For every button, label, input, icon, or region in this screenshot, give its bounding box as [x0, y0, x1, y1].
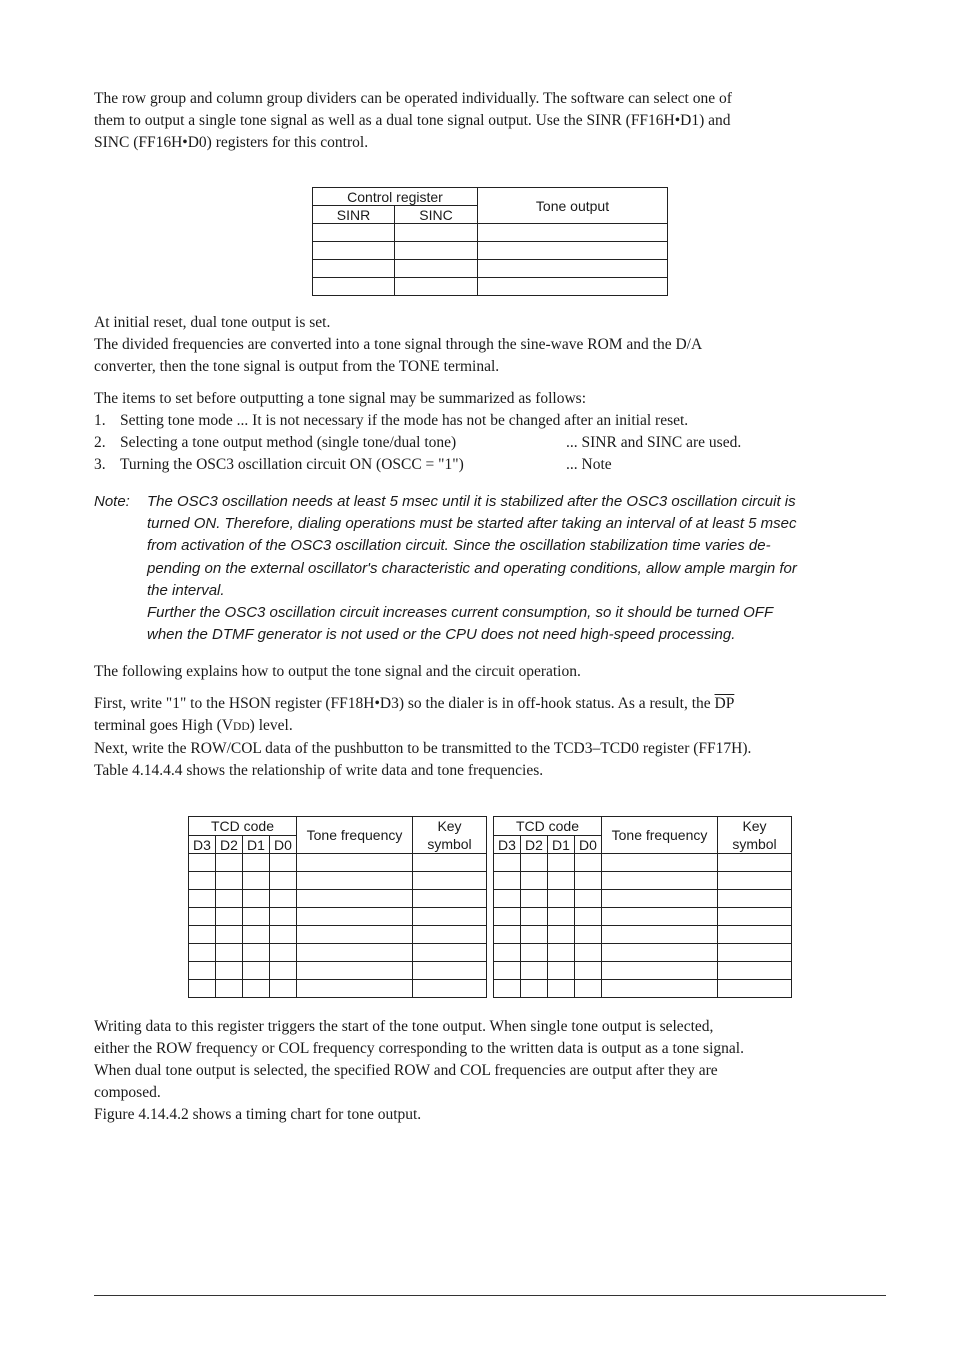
closing-paragraph — [94, 1016, 894, 1126]
list-item — [94, 410, 689, 432]
hson-paragraph — [94, 693, 894, 782]
table-row — [313, 224, 668, 242]
table-row — [494, 908, 792, 926]
tcd-code-header: TCD code — [494, 817, 602, 836]
hson-line: Table 4.14.4.4 shows the relationship of write data and tone frequencies. — [94, 762, 544, 779]
closing-line: Writing data to this register triggers the start of the tone output. When single tone output is selected, — [94, 1018, 714, 1035]
table-row — [494, 926, 792, 944]
d0-header: D0 — [270, 836, 297, 854]
reset-paragraph — [94, 312, 894, 378]
note-line: The OSC3 oscillation needs at least 5 msec until it is stabilized after the OSC3 oscillation circuit is — [147, 493, 796, 510]
symbol-label: symbol — [732, 836, 777, 852]
d0-header: D0 — [575, 836, 602, 854]
d1-header: D1 — [243, 836, 270, 854]
table-row — [313, 260, 668, 278]
control-register-header: Control register — [313, 188, 478, 206]
tcd-table-right — [493, 816, 792, 998]
note-line: when the DTMF generator is not used or the CPU does not need high-speed processing. — [147, 626, 736, 644]
note-line: from activation of the OSC3 oscillation circuit. Since the oscillation stabilization time varies de- — [147, 537, 771, 555]
note-line: turned ON. Therefore, dialing operations must be started after taking an interval of at least 5 msec — [147, 515, 797, 533]
sinr-header: SINR — [313, 206, 395, 224]
table-row — [313, 278, 668, 296]
closing-line: When dual tone output is selected, the specified ROW and COL frequencies are output after they are — [94, 1062, 718, 1079]
tone-output-header: Tone output — [478, 188, 668, 224]
dp-terminal: $\overline{DP}$ — [714, 695, 735, 712]
explain-paragraph: The following explains how to output the tone signal and the circuit operation. — [94, 663, 581, 680]
symbol-label: symbol — [427, 836, 472, 852]
d2-header: D2 — [521, 836, 548, 854]
vdd-subscript: DD — [233, 721, 250, 733]
closing-line: composed. — [94, 1084, 161, 1101]
reset-line: At initial reset, dual tone output is set. — [94, 314, 331, 331]
list-number: 1. — [94, 412, 106, 429]
note-line: Further the OSC3 oscillation circuit increases current consumption, so it should be turned OFF — [147, 604, 774, 622]
reset-line: converter, then the tone signal is output from the TONE terminal. — [94, 358, 500, 375]
table-row — [189, 962, 487, 980]
table-row — [494, 962, 792, 980]
note-line: pending on the external oscillator's characteristic and operating conditions, allow ample margin for — [147, 559, 797, 577]
note-body — [147, 491, 887, 646]
table-row — [189, 908, 487, 926]
list-text: Turning the OSC3 oscillation circuit ON (OSCC = "1") — [120, 456, 464, 473]
list-item — [94, 432, 854, 454]
table-row — [189, 872, 487, 890]
list-item — [94, 454, 854, 476]
hson-line — [94, 715, 894, 738]
intro-line: them to output a single tone signal as well as a dual tone signal output. Use the SINR (FF16H•D1) and — [94, 112, 731, 129]
table-row — [189, 980, 487, 998]
table-row — [313, 242, 668, 260]
table-row — [494, 890, 792, 908]
table-row — [494, 944, 792, 962]
tone-frequency-header: Tone frequency — [602, 817, 718, 854]
reset-line: The divided frequencies are converted into a tone signal through the sine-wave ROM and the D/A — [94, 336, 703, 353]
list-ref: ... Note — [566, 456, 612, 473]
intro-paragraph — [94, 88, 894, 154]
items-lead: The items to set before outputting a tone signal may be summarized as follows: — [94, 390, 587, 407]
key-symbol-header — [413, 817, 487, 854]
d3-header: D3 — [494, 836, 521, 854]
tcd-table-left — [188, 816, 487, 998]
list-number: 2. — [94, 434, 106, 451]
tone-frequency-header: Tone frequency — [297, 817, 413, 854]
hson-text: terminal goes High (V — [94, 717, 234, 734]
sinc-header: SINC — [395, 206, 478, 224]
table-row — [189, 944, 487, 962]
intro-line: SINC (FF16H•D0) registers for this control. — [94, 134, 369, 151]
table-row — [494, 872, 792, 890]
d2-header: D2 — [216, 836, 243, 854]
key-label: Key — [437, 818, 462, 834]
table-row — [189, 890, 487, 908]
closing-line: Figure 4.14.4.2 shows a timing chart for tone output. — [94, 1106, 422, 1123]
list-text: Setting tone mode ... It is not necessary if the mode has not be changed after an initial reset. — [120, 412, 689, 429]
intro-line: The row group and column group dividers can be operated individually. The software can select one of — [94, 90, 732, 107]
note-label: Note: — [94, 493, 130, 510]
closing-line: either the ROW frequency or COL frequency corresponding to the written data is output as a tone signal. — [94, 1040, 744, 1057]
key-symbol-header — [718, 817, 792, 854]
table-row — [189, 926, 487, 944]
note-line: the interval. — [147, 581, 225, 599]
hson-text: ) level. — [249, 717, 293, 734]
d1-header: D1 — [548, 836, 575, 854]
key-label: Key — [742, 818, 767, 834]
list-number: 3. — [94, 456, 106, 473]
hson-text: First, write "1" to the HSON register (FF18H•D3) so the dialer is in off-hook status. As a result, the — [94, 695, 715, 712]
footer-divider — [94, 1295, 886, 1296]
list-text: Selecting a tone output method (single tone/dual tone) — [120, 434, 457, 451]
table-row — [494, 980, 792, 998]
table-row — [189, 854, 487, 872]
control-register-table — [312, 187, 668, 296]
hson-line — [94, 693, 894, 715]
list-ref: ... SINR and SINC are used. — [566, 434, 742, 451]
hson-line: Next, write the ROW/COL data of the pushbutton to be transmitted to the TCD3–TCD0 register (FF17H). — [94, 740, 752, 757]
tcd-code-header: TCD code — [189, 817, 297, 836]
table-row — [494, 854, 792, 872]
d3-header: D3 — [189, 836, 216, 854]
